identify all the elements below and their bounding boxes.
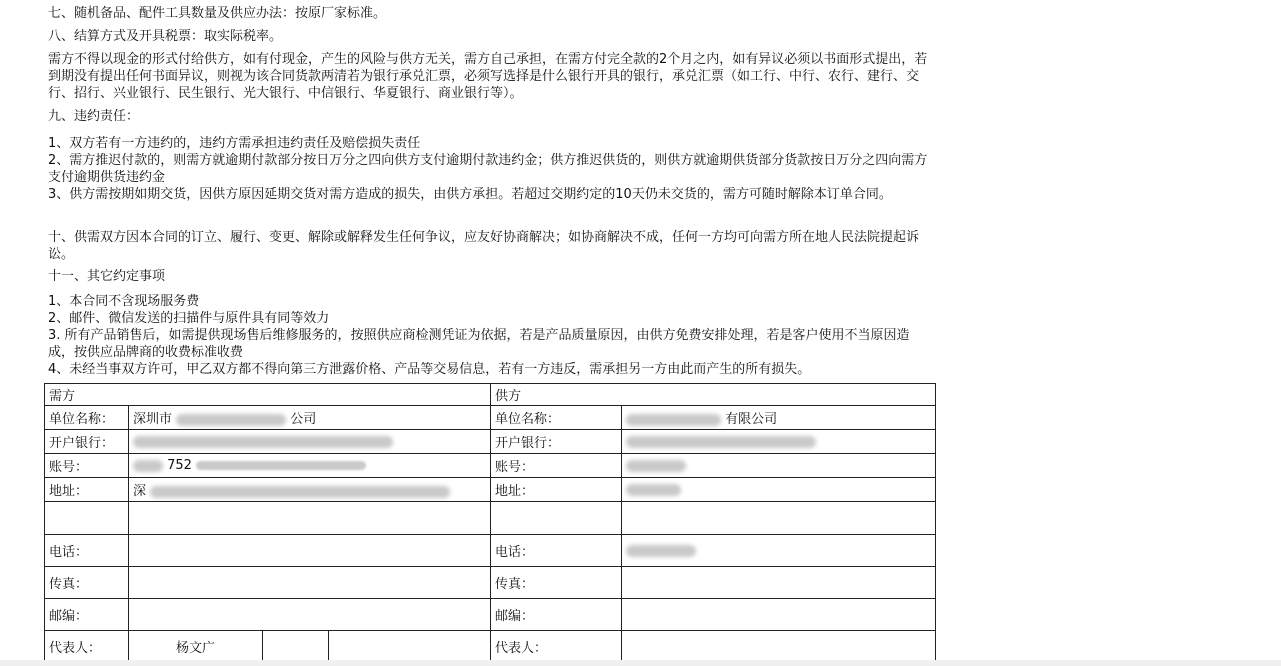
- buyer-representative-extra-1: [263, 631, 329, 662]
- buyer-postcode-label: 邮编：: [45, 599, 129, 631]
- other-item-4: 4、未经当事双方许可，甲乙双方都不得向第三方泄露价格、产品等交易信息，若有一方违反，需承担另一方由此而产生的所有损失。: [48, 362, 811, 377]
- buyer-account-visible: 752: [167, 458, 192, 473]
- supplier-blank-label: [491, 502, 622, 535]
- clause-7: 七、随机备品、配件工具数量及供应办法：按原厂家标准。: [48, 6, 387, 21]
- clause-11-heading: 十一、其它约定事项: [48, 269, 166, 284]
- redaction-blur: [133, 436, 393, 448]
- redaction-blur: [626, 484, 681, 496]
- supplier-blank-value: [622, 502, 936, 535]
- buyer-blank-label: [45, 502, 129, 535]
- supplier-unit-name-label: 单位名称：: [491, 406, 622, 430]
- supplier-account-value: [622, 454, 936, 478]
- supplier-phone-label: 电话：: [491, 535, 622, 567]
- supplier-representative-label: 代表人：: [491, 631, 622, 662]
- supplier-account-label: 账号：: [491, 454, 622, 478]
- buyer-account-label: 账号：: [45, 454, 129, 478]
- payment-terms-paragraph: 需方不得以现金的形式付给供方，如有付现金，产生的风险与供方无关，需方自己承担，在需方付完全款的2个月之内，如有异议必须以书面形式提出，若到期没有提出任何书面异议，则视为该合同货款两清若为银行承兑汇票，必须写选择是什么银行开具的银行，承兑汇票（如工行、中行、农行、建行、交行、招行、兴业银行、民生银行、光大银行、中信银行、华夏银行、商业银行等）。: [48, 52, 928, 101]
- redaction-blur: [626, 545, 696, 557]
- supplier-postcode-label: 邮编：: [491, 599, 622, 631]
- other-item-2: 2、邮件、微信发送的扫描件与原件具有同等效力: [48, 311, 330, 326]
- buyer-bank-value: [129, 430, 491, 454]
- breach-item-2: 2、需方推迟付款的，则需方就逾期付款部分按日万分之四向供方支付逾期付款违约金；供方推迟供货的，则供方就逾期供货部分货款按日万分之四向需方支付逾期供货违约金: [48, 153, 928, 185]
- buyer-bank-label: 开户银行：: [45, 430, 129, 454]
- buyer-unit-name-tail: 公司: [290, 412, 317, 427]
- buyer-address-label: 地址：: [45, 478, 129, 502]
- redaction-blur: [626, 436, 816, 448]
- buyer-representative-value: 杨文广: [129, 631, 263, 662]
- supplier-representative-value: [622, 631, 936, 662]
- supplier-address-label: 地址：: [491, 478, 622, 502]
- other-item-1: 1、本合同不含现场服务费: [48, 294, 200, 309]
- breach-item-1: 1、双方若有一方违约的，违约方需承担违约责任及赔偿损失责任: [48, 136, 421, 151]
- buyer-representative-label: 代表人：: [45, 631, 129, 662]
- other-item-3: 3. 所有产品销售后，如需提供现场售后维修服务的，按照供应商检测凭证为依据，若是产品质量原因，由供方免费安排处理，若是客户使用不当原因造成，按供应品牌商的收费标准收费: [48, 328, 910, 360]
- buyer-fax-value: [129, 567, 491, 599]
- supplier-postcode-value: [622, 599, 936, 631]
- redaction-blur: [133, 460, 163, 472]
- signature-table: [44, 383, 936, 662]
- buyer-unit-name-visible: 深圳市: [133, 412, 173, 427]
- buyer-address-visible: 深: [133, 484, 147, 499]
- page-bottom-edge: [0, 660, 1281, 666]
- buyer-postcode-value: [129, 599, 491, 631]
- buyer-header: 需方: [45, 384, 491, 406]
- redaction-blur: [626, 414, 721, 426]
- buyer-phone-value: [129, 535, 491, 567]
- buyer-unit-name-value: [129, 406, 491, 430]
- buyer-unit-name-label: 单位名称：: [45, 406, 129, 430]
- clause-8: 八、结算方式及开具税票：取实际税率。: [48, 29, 283, 44]
- supplier-bank-value: [622, 430, 936, 454]
- clause-9-heading: 九、违约责任：: [48, 109, 140, 124]
- supplier-phone-value: [622, 535, 936, 567]
- redaction-blur: [626, 460, 686, 472]
- supplier-unit-name-tail: 有限公司: [725, 412, 778, 427]
- supplier-fax-label: 传真：: [491, 567, 622, 599]
- buyer-phone-label: 电话：: [45, 535, 129, 567]
- clause-10: 十、供需双方因本合同的订立、履行、变更、解除或解释发生任何争议，应友好协商解决；如协商解决不成，任何一方均可向需方所在地人民法院提起诉讼。: [48, 230, 920, 262]
- buyer-account-value: [129, 454, 491, 478]
- buyer-representative-extra-2: [329, 631, 491, 662]
- breach-item-3: 3、供方需按期如期交货，因供方原因延期交货对需方造成的损失，由供方承担。若超过交期约定的10天仍未交货的，需方可随时解除本订单合同。: [48, 187, 892, 202]
- redaction-blur: [176, 414, 286, 426]
- buyer-blank-value: [129, 502, 491, 535]
- supplier-header: 供方: [491, 384, 936, 406]
- supplier-address-value: [622, 478, 936, 502]
- buyer-fax-label: 传真：: [45, 567, 129, 599]
- redaction-blur: [150, 486, 450, 498]
- supplier-bank-label: 开户银行：: [491, 430, 622, 454]
- supplier-fax-value: [622, 567, 936, 599]
- redaction-stroke: [196, 461, 366, 470]
- buyer-address-value: [129, 478, 491, 502]
- supplier-unit-name-value: [622, 406, 936, 430]
